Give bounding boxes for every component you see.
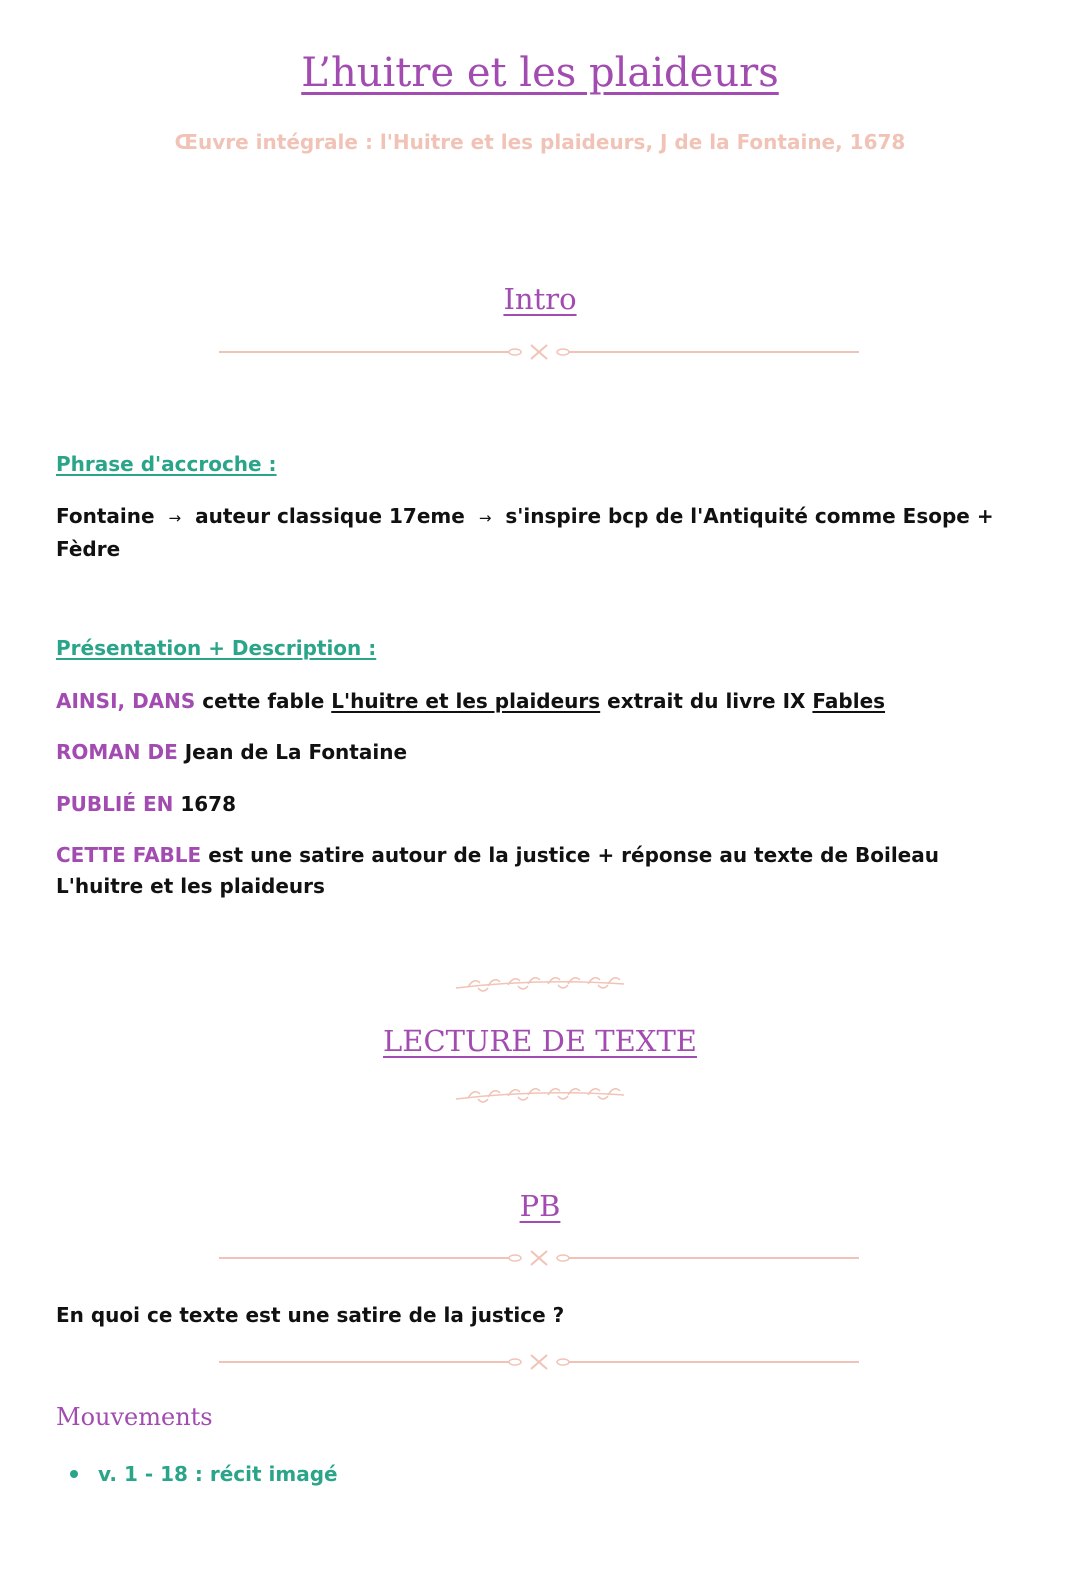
hook-label: Phrase d'accroche : <box>56 452 277 476</box>
text: est une satire autour de la justice + réponse au texte de Boileau L'huitre et les plaideurs <box>56 843 939 898</box>
hook-part-2: auteur classique 17eme <box>195 504 465 528</box>
keyword: CETTE FABLE <box>56 843 202 867</box>
text: 1678 <box>180 792 236 816</box>
ornament-divider-icon <box>219 1352 859 1372</box>
hook-paragraph <box>56 501 1016 565</box>
presentation-line-3 <box>56 789 1016 820</box>
presentation-line-2 <box>56 737 1016 768</box>
pb-question: En quoi ce texte est une satire de la justice ? <box>56 1303 565 1327</box>
ornament-divider-icon <box>219 342 859 362</box>
leaf-sprig-icon <box>454 974 626 994</box>
list-item-label: v. 1 - 18 : récit imagé <box>98 1462 338 1486</box>
arrow-right-icon: → <box>168 509 182 527</box>
hook-part-3: s'inspire bcp de l'Antiquité comme Esope + Fèdre <box>56 504 994 561</box>
work-title: L'huitre et les plaideurs <box>331 689 601 713</box>
keyword: PUBLIÉ EN <box>56 792 174 816</box>
text: cette fable <box>202 689 325 713</box>
keyword: AINSI, DANS <box>56 689 196 713</box>
presentation-line-1 <box>56 686 1016 717</box>
presentation-line-4 <box>56 840 1016 902</box>
lecture-heading: LECTURE DE TEXTE <box>383 1024 697 1058</box>
leaf-sprig-icon <box>454 1085 626 1105</box>
document-subtitle: Œuvre intégrale : l'Huitre et les plaideurs, J de la Fontaine, 1678 <box>174 130 906 154</box>
keyword: ROMAN DE <box>56 740 178 764</box>
bullet-icon <box>70 1470 78 1478</box>
document-title: L’huitre et les plaideurs <box>301 50 779 96</box>
ornament-divider-icon <box>219 1248 859 1268</box>
mouvements-heading: Mouvements <box>56 1403 213 1431</box>
collection-title: Fables <box>812 689 886 713</box>
text: Jean de La Fontaine <box>184 740 408 764</box>
list-item <box>70 1462 338 1486</box>
arrow-right-icon: → <box>478 509 492 527</box>
text: extrait du livre IX <box>607 689 806 713</box>
pb-heading: PB <box>519 1189 561 1223</box>
intro-heading: Intro <box>503 282 577 316</box>
presentation-label: Présentation + Description : <box>56 636 377 660</box>
hook-part-1: Fontaine <box>56 504 155 528</box>
